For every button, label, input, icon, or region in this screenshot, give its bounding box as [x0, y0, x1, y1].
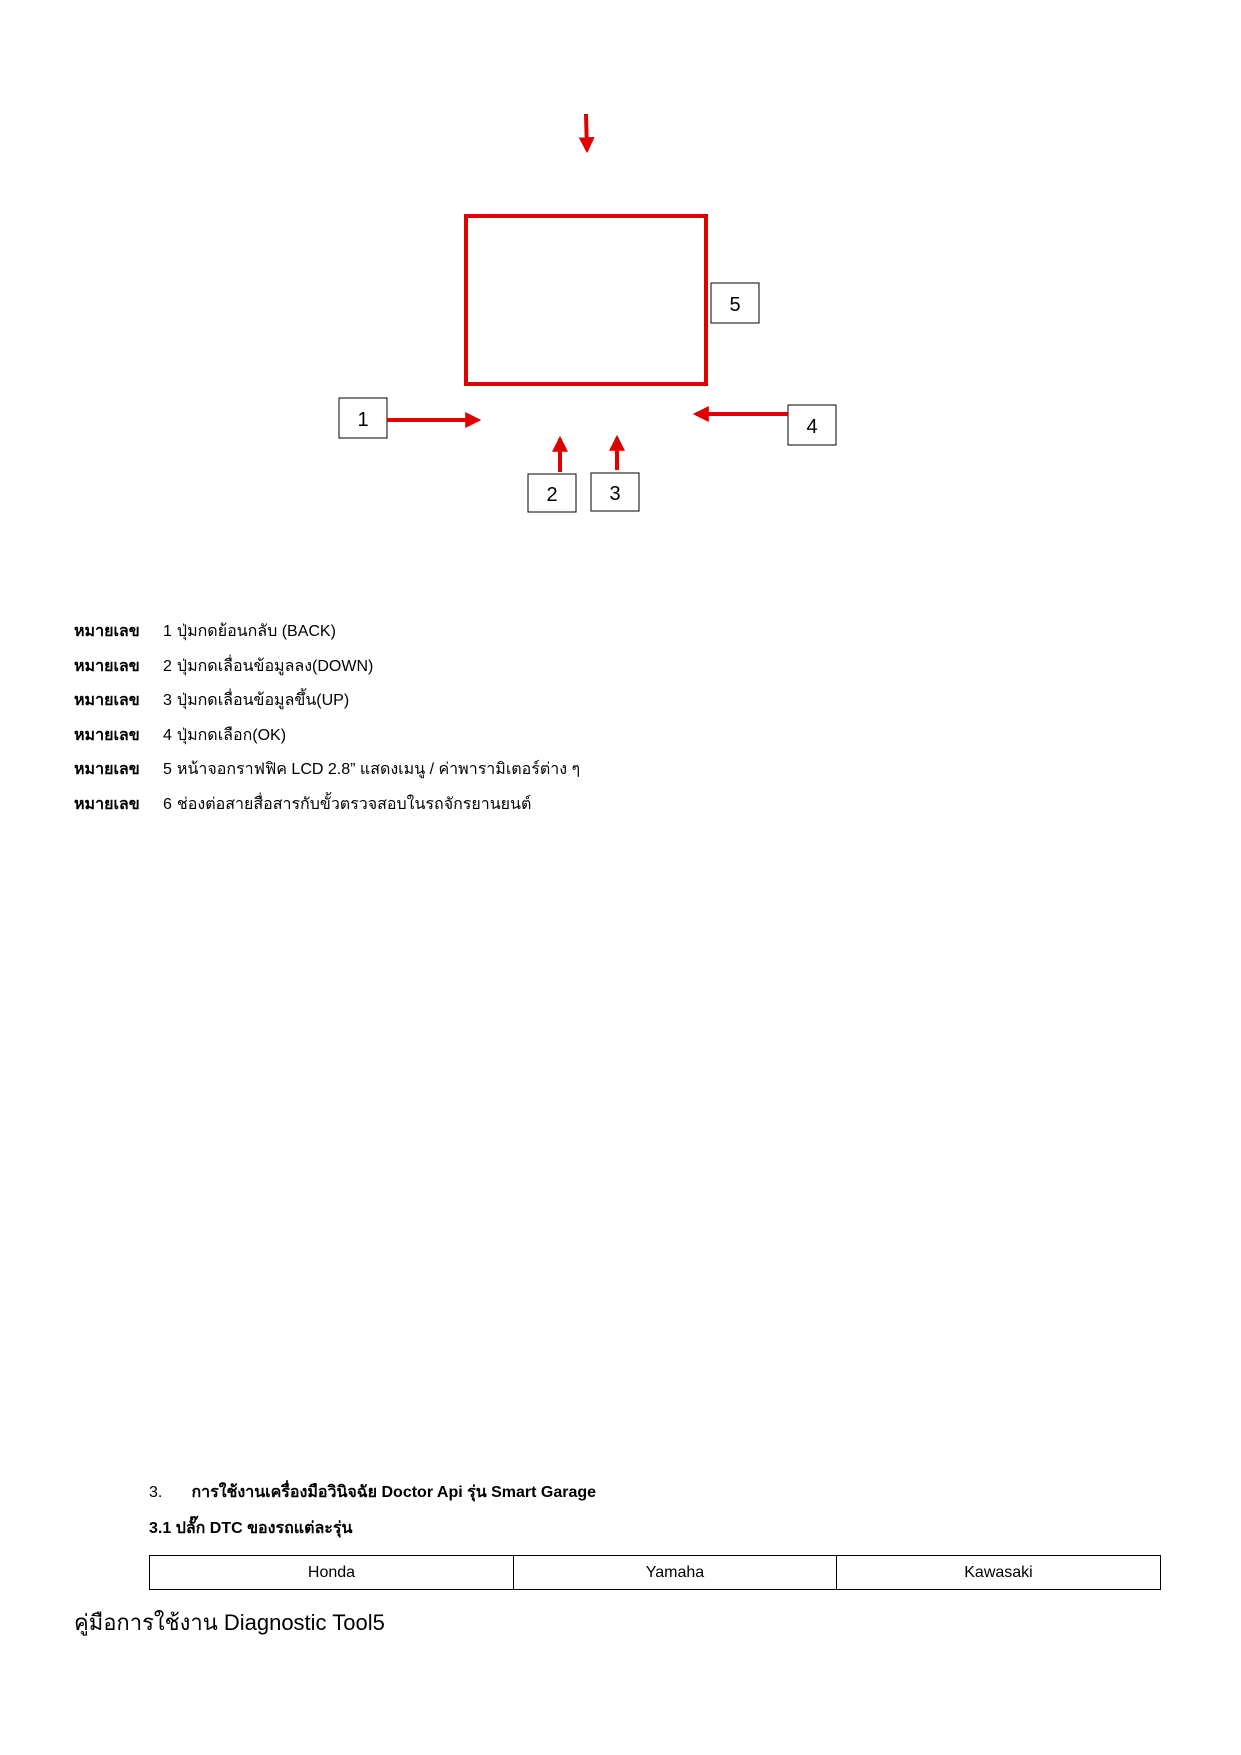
legend-number: 2 — [163, 657, 172, 675]
legend-row-6 — [74, 787, 580, 822]
legend-label: หมายเลข — [74, 657, 140, 675]
legend-number: 5 — [163, 761, 172, 779]
callout-1 — [339, 398, 387, 438]
page-footer: คู่มือการใช้งาน Diagnostic Tool5 — [74, 1610, 385, 1635]
callout-5-label: 5 — [729, 294, 741, 316]
lcd-screen-outline — [466, 216, 706, 384]
legend-label: หมายเลข — [74, 692, 140, 710]
callout-4-label: 4 — [806, 416, 818, 438]
legend-number: 3 — [163, 692, 172, 710]
legend-number: 1 — [163, 623, 172, 640]
callout-3 — [591, 473, 639, 511]
callout-2-label: 2 — [546, 484, 558, 506]
section-heading — [149, 1480, 596, 1505]
legend-text: ช่องต่อสายสื่อสารกับขั้วตรวจสอบในรถจักรยานยนต์ — [176, 795, 532, 813]
legend-list — [74, 614, 580, 822]
legend-text: หน้าจอกราฟฟิค LCD 2.8” แสดงเมนู / ค่าพารามิเตอร์ต่าง ๆ — [176, 761, 581, 779]
legend-row-1 — [74, 614, 580, 649]
legend-number: 4 — [163, 726, 172, 744]
legend-row-3 — [74, 683, 580, 718]
dtc-brand-table — [149, 1555, 1161, 1590]
legend-label: หมายเลข — [74, 761, 140, 779]
device-diagram — [0, 0, 1241, 560]
callout-1-label: 1 — [357, 409, 369, 431]
legend-text: ปุ่มกดเลือก(OK) — [176, 726, 287, 744]
sub-heading: 3.1 ปลั๊ก DTC ของรถแต่ละรุ่น — [149, 1520, 353, 1537]
legend-label: หมายเลข — [74, 795, 140, 813]
callout-2 — [528, 474, 576, 512]
legend-text: ปุ่มกดเลื่อนข้อมูลลง(DOWN) — [176, 657, 374, 675]
legend-number: 6 — [163, 795, 172, 813]
arrow-top-connector — [586, 114, 587, 150]
callout-5 — [711, 283, 759, 323]
table-cell-honda: Honda — [150, 1556, 514, 1590]
legend-label: หมายเลข — [74, 726, 140, 744]
section-number: 3. — [149, 1484, 163, 1501]
callout-3-label: 3 — [609, 483, 621, 505]
table-cell-kawasaki: Kawasaki — [837, 1556, 1161, 1590]
legend-row-5 — [74, 752, 580, 787]
table-row — [150, 1556, 1161, 1590]
section-title: การใช้งานเครื่องมือวินิจฉัย Doctor Api รุ่น Smart Garage — [191, 1484, 597, 1501]
legend-text: ปุ่มกดเลื่อนข้อมูลขึ้น(UP) — [176, 692, 350, 710]
legend-label: หมายเลข — [74, 623, 140, 640]
legend-row-2 — [74, 649, 580, 684]
legend-row-4 — [74, 718, 580, 753]
legend-text: ปุ่มกดย้อนกลับ (BACK) — [176, 623, 336, 640]
callout-4 — [788, 405, 836, 445]
table-cell-yamaha: Yamaha — [514, 1556, 837, 1590]
